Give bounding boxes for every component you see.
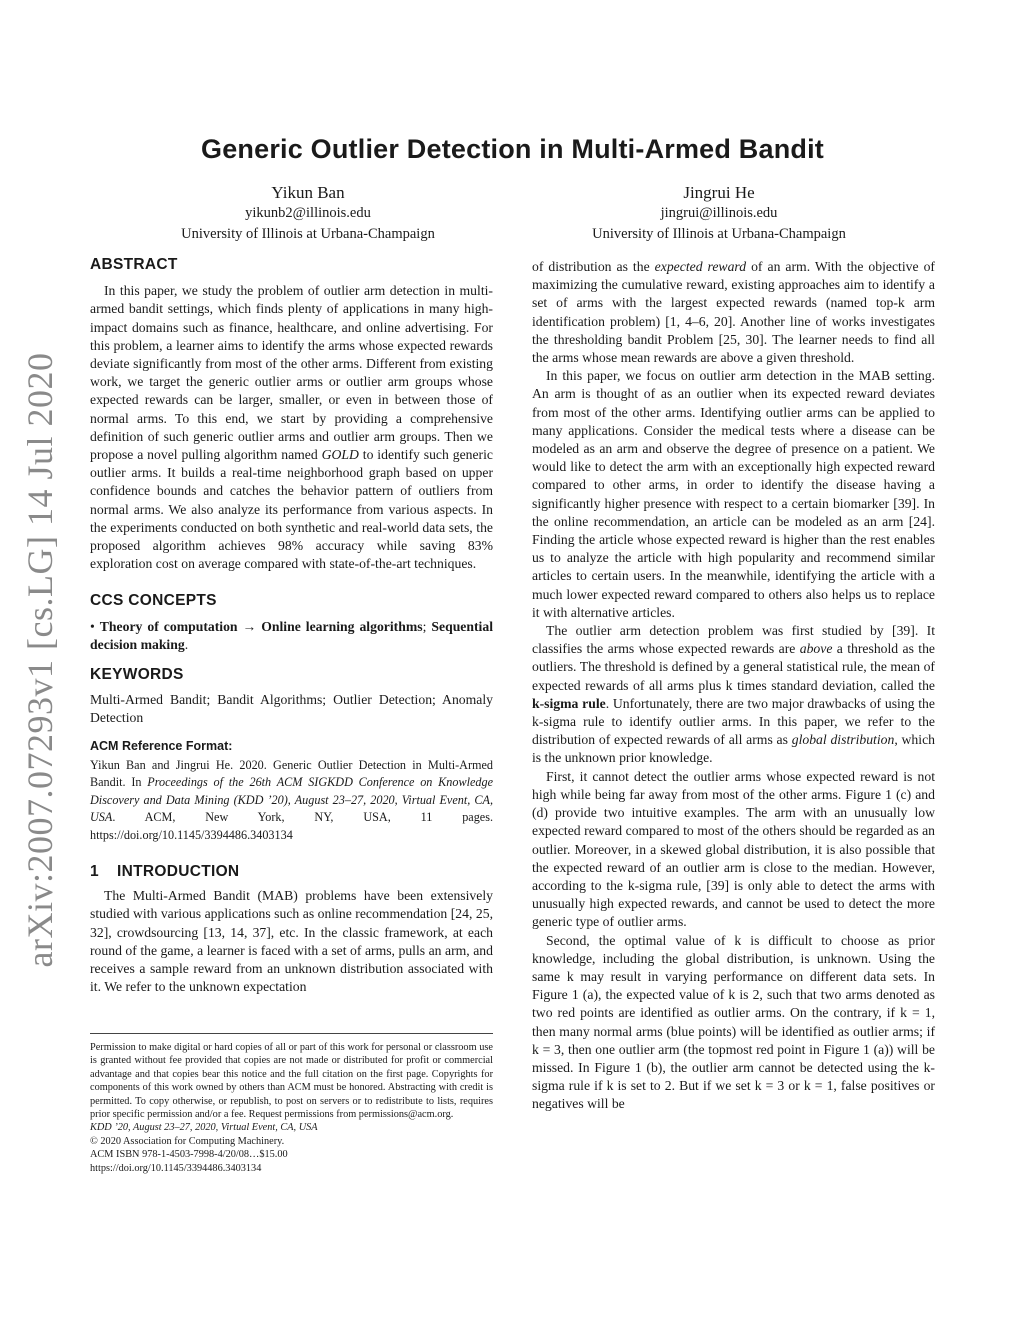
ccs-concepts: • Theory of computation → Online learning algorithms; Sequential decision making.	[90, 618, 493, 652]
paragraph: of distribution as the expected reward of an arm. With the objective of maximizing the cumulative reward, existing approaches aim to identify a set of arms with the largest expected rewards (named top-k arm identification problem) [1, 4–6, 20]. Another line of works investigates the thresholding bandit Problem [25, 30]. The learner needs to find all the arms whose mean rewards are above a given threshold.	[532, 259, 935, 366]
doi-link[interactable]: https://doi.org/10.1145/3394486.3403134	[90, 1162, 262, 1174]
paragraph: Second, the optimal value of k is difficult to choose as prior knowledge, including the global distribution, is unknown. Using the same k may result in varying performance on different data sets. In Figure 1 (a), the expected value of k is 2, such that two arms denoted as two red points are identified as outlier arms. On the contrary, if k = 1, then many normal arms (blue points) will be identified as outlier arms; if k = 3, then one outlier arm (the topmost red point in Figure 1 (a)) will be missed. In Figure 1 (b), the outlier arm cannot be detected using the k-sigma rule if k is set to 2. But if we set k = 3 or k = 1, false positives or negatives will be	[532, 932, 935, 1112]
intro-text: The Multi-Armed Bandit (MAB) problems have been extensively studied with various applications such as online recommendation [24, 25, 32], crowdsourcing [13, 14, 37], etc. In the classic framework, at each round of the game, a learner is faced with a set of arms, pulls an arm, and receives a sample reward from an unknown distribution associated with it. We refer to the unknown expectation	[90, 888, 493, 995]
isbn-line: ACM ISBN 978-1-4503-7998-4/20/08…$15.00	[90, 1149, 288, 1161]
author-affiliation: University of Illinois at Urbana-Champaign	[181, 226, 435, 242]
abstract-text: In this paper, we study the problem of outlier arm detection in multi-armed bandit settings, which finds plenty of applications in many high-impact domains such as finance, healthcare, and online advertising. For this problem, a learner aims to identify the arms whose expected rewards deviate significantly from most of the other arms. Different from existing work, we target the generic outlier arms or outlier arm groups whose expected rewards can be larger, smaller, or even in between those of normal arms. To this end, we start by providing a comprehensive definition of such generic outlier arms and outlier arm groups. Then we propose a novel pulling algorithm named GOLD to identify such generic outlier arms. It builds a real-time neighborhood graph based on upper confidence bounds and catches the behavior pattern of outliers from normal arms. We also analyze its performance from various aspects. In the experiments conducted on both synthetic and real-world data sets, the proposed algorithm achieves 98% accuracy while saving 83% exploration cost on average compared with state-of-the-art techniques.	[90, 283, 493, 572]
ccs-heading: CCS CONCEPTS	[90, 592, 217, 610]
author-email[interactable]: yikunb2@illinois.edu	[245, 205, 371, 221]
copyright-footnote	[90, 1033, 493, 1175]
author-block-2	[509, 182, 929, 245]
abstract-heading: ABSTRACT	[90, 256, 178, 273]
algorithm-name: GOLD	[321, 447, 359, 463]
author-name: Jingrui He	[683, 183, 755, 202]
right-column	[532, 258, 935, 1114]
intro-heading: 1 INTRODUCTION	[90, 862, 240, 880]
paragraph: In this paper, we focus on outlier arm detection in the MAB setting. An arm is thought of as an outlier when its expected reward deviates from most of the other arms. Identifying outlier arms can be applied to many applications. Consider the medical tests where a disease can be modeled as an arm and observe the degree of presence on a patient. We would like to detect the arm with an exceptionally high expected reward compared to other arms, in order to identify the disease having a significantly higher presence with respect to a certain biomarker [39]. In the online recommendation, an article can be modeled as an arm [24]. Finding the article whose expected reward is higher than the rest enables us to analyze the article with high popularity and recommend similar articles to certain users. In the meanwhile, identifying the article with a much lower expected reward compared to others also helps us to replace it with alternative articles.	[532, 368, 935, 620]
permission-text: Permission to make digital or hard copies of all or part of this work for personal or classroom use is granted without fee provided that copies are not made or distributed for profit or commercial advantage and that copies bear this notice and the full citation on the first page. Copyrights for components of this work owned by others than ACM must be honored. Abstracting with credit is permitted. To copy otherwise, or republish, to post on servers or to redistribute to lists, requires prior specific permission and/or a fee. Request permissions from permissions@acm.org.	[90, 1042, 493, 1121]
keywords-text: Multi-Armed Bandit; Bandit Algorithms; Outlier Detection; Anomaly Detection	[90, 692, 493, 726]
author-email[interactable]: jingrui@illinois.edu	[660, 205, 778, 221]
conference-line: KDD ’20, August 23–27, 2020, Virtual Event, CA, USA	[90, 1122, 318, 1134]
arxiv-id[interactable]: arXiv:2007.07293v1 [cs.LG] 14 Jul 2020	[20, 352, 60, 968]
keywords-heading: KEYWORDS	[90, 666, 184, 684]
acm-reference-text: Yikun Ban and Jingrui He. 2020. Generic Outlier Detection in Multi-Armed Bandit. In Proceedings of the 26th ACM SIGKDD Conference on Knowledge Discovery and Data Mining (KDD ’20), August 23–27, 2020, Virtual Event, CA, USA. ACM, New York, NY, USA, 11 pages. https://doi.org/10.1145/3394486.3403134	[90, 757, 493, 842]
author-block-1	[98, 182, 518, 245]
author-name: Yikun Ban	[271, 183, 345, 202]
author-affiliation: University of Illinois at Urbana-Champaign	[592, 226, 846, 242]
acm-reference-heading: ACM Reference Format:	[90, 738, 233, 753]
paragraph: First, it cannot detect the outlier arms whose expected reward is not high while being far away from most of the other arms. Figure 1 (c) and (d) provide two intuitive examples. The arm with an unusually low expected reward compared to most of the others should be regarded as an outlier. Moreover, in a skewed global distribution, it is also possible that the expected reward of an outlier arm is close to the median. However, according to the k-sigma rule, [39] is only able to detect the arms with unusually high expected rewards, and cannot be used to detect the more generic type of outlier arms.	[532, 768, 935, 930]
copyright-line: © 2020 Association for Computing Machinery.	[90, 1135, 285, 1147]
left-column	[90, 256, 493, 996]
paragraph: The outlier arm detection problem was first studied by [39]. It classifies the arms whose expected rewards are above a threshold as the outliers. The threshold is defined by a general statistical rule, the mean of expected rewards of all arms plus k times standard deviation, called the k-sigma rule. Unfortunately, there are two major drawbacks of using the k-sigma rule to identify outlier arms. In this paper, we refer to the distribution of expected rewards of all arms as global distribution, which is the unknown prior knowledge.	[532, 623, 936, 766]
paper-title: Generic Outlier Detection in Multi-Armed Bandit	[201, 134, 824, 164]
